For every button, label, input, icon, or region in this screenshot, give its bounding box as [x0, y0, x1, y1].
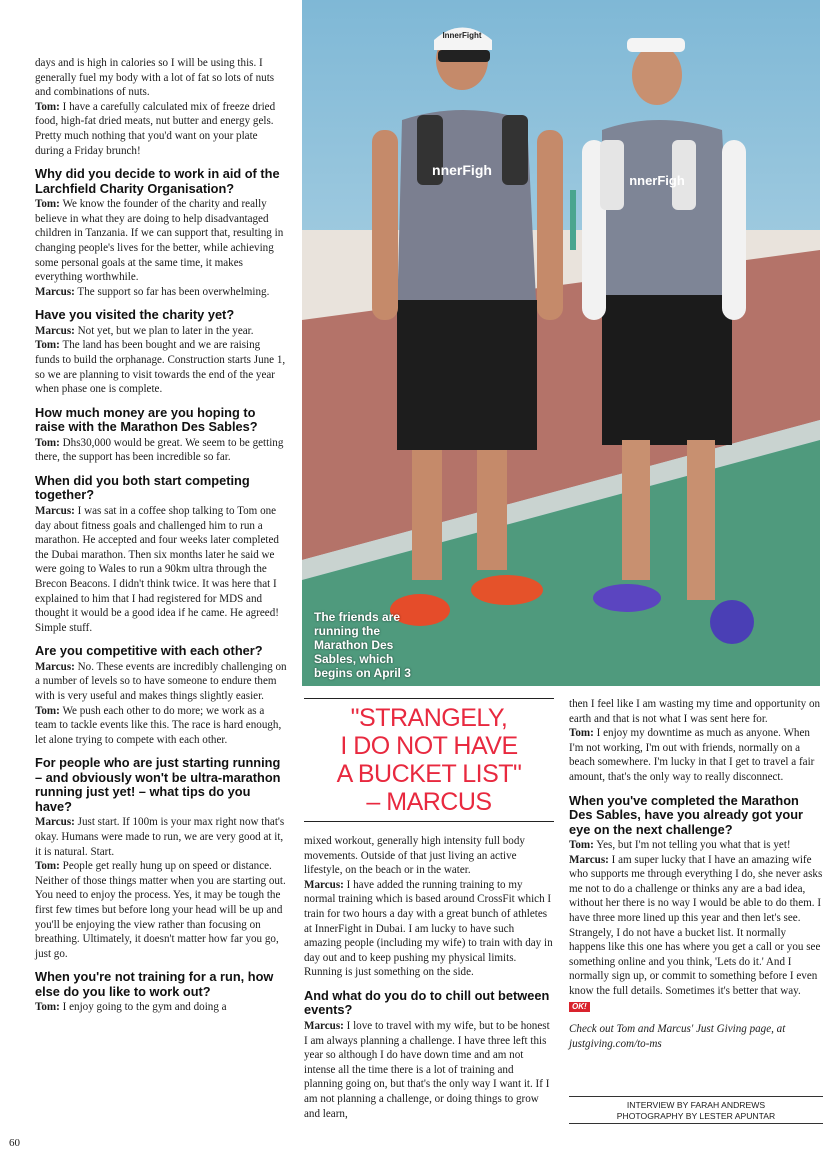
speaker-label: Marcus:: [304, 1019, 344, 1032]
article-column-2: [304, 834, 554, 1130]
question-heading: Why did you decide to work in aid of the Larchfield Charity Organisation?: [35, 166, 280, 196]
speaker-label: Marcus:: [35, 660, 75, 673]
speaker-label: Tom:: [35, 100, 60, 113]
question-heading: Are you competitive with each other?: [35, 643, 263, 659]
speaker-label: Marcus:: [35, 324, 75, 337]
shirt-logo-left: nnerFigh: [432, 162, 492, 178]
answer-text: We know the founder of the charity and really believe in what they are doing to help disadvantaged children in Tanzania. If we can support that, resulting in changing people's lives for the better, while achieving some personal goals at the same time, it makes everything worthwhile.: [35, 198, 284, 284]
answer-paragraph: [569, 697, 823, 785]
speaker-label: Tom:: [569, 727, 594, 740]
photo-caption: The friends are running the Marathon Des Sables, which begins on April 3: [314, 610, 411, 680]
answer-text: I am super lucky that I have an amazing wife who supports me through everything I do, she never asks me not to do a challenge or thinks any are a bad idea, without her there is no way I would be able to do them. I have three more lined up this year and then let's see. Strangely, I do not have a bucket list. It normally happens like this one has where you get a call or you see something online and you think, 'Lets do it.' And I normally sign up, or commit to something before I even know the full details. Sometimes it's better that way.: [569, 853, 823, 997]
answer-text: I love to travel with my wife, but to be honest I am always planning a challenge. I have three left this year so although I do have down time and am not intense all the time there is a lot of training and planning going on, but that's the only way I want it. If I am not planning a challenge, or doing things to grow and learn,: [304, 1019, 550, 1120]
speaker-label: Marcus:: [569, 853, 609, 866]
article-column-1: [35, 56, 287, 1024]
answer-text: We push each other to do more; we work as a team to tackle events like this. The race is hard enough, let alone trying to compete with each other.: [35, 704, 282, 746]
answer-paragraph: [35, 504, 287, 635]
photo-illustration: [302, 0, 820, 686]
answer-text: Not yet, but we plan to later in the year.: [74, 324, 254, 337]
answer-text: I have added the running training to my normal training which is based around CrossFit which I train for two hours a day with a great bunch of athletes at InnerFight in Dubai. I am lucky to have such amazing people (including my wife) to train with day in day out and to keep pushing my physical limits. Running is just something on the side.: [304, 878, 553, 979]
question-heading: When did you both start competing together?: [35, 472, 250, 503]
credits: [569, 1096, 823, 1124]
speaker-label: Marcus:: [35, 816, 75, 829]
answer-text: Dhs30,000 would be great. We seem to be getting there, the support has been incredible so far.: [35, 436, 284, 464]
speaker-label: Tom:: [569, 839, 594, 852]
runners-photo: [302, 0, 820, 686]
pull-quote-line-2: I DO NOT HAVE: [340, 732, 518, 760]
speaker-label: Tom:: [35, 1001, 60, 1014]
question-heading: When you're not training for a run, how else do you like to work out?: [35, 969, 274, 999]
speaker-label: Tom:: [35, 860, 60, 873]
pull-quote-line-1: "STRANGELY,: [350, 704, 508, 732]
interview-credit: INTERVIEW BY FARAH ANDREWS: [626, 1100, 766, 1110]
pull-quote-line-4: – MARCUS: [366, 788, 492, 816]
cap-logo: InnerFight: [442, 31, 482, 40]
question-heading: Have you visited the charity yet?: [35, 307, 235, 323]
speaker-label: Marcus:: [304, 878, 344, 891]
answer-text: days and is high in calories so I will be using this. I generally fuel my body with a lot of fat so lots of nuts and combinations of nuts.: [35, 57, 275, 99]
answer-text: The land has been bought and we are raising funds to build the orphanage. Construction starts June 1, so we are planning to visit towards the end of the year when phase one is complete.: [35, 339, 286, 396]
answer-paragraph: [35, 436, 287, 465]
answer-text: Just start. If 100m is your max right now that's okay. Humans were made to run, we are very good at it, it is natural. Start.: [35, 816, 285, 858]
question-heading: And what do you do to chill out between events?: [304, 987, 550, 1018]
pull-quote-line-3: A BUCKET LIST": [336, 760, 522, 788]
justgiving-note: Check out Tom and Marcus' Just Giving page, at justgiving.com/to-ms: [569, 1023, 786, 1050]
answer-paragraph: [35, 324, 287, 397]
answer-text: mixed workout, generally high intensity full body movements. Outside of that just living an active lifestyle, on the beach or in the water.: [304, 835, 525, 877]
speaker-label: Tom:: [35, 436, 60, 449]
speaker-label: Marcus:: [35, 504, 75, 517]
question-heading: When you've completed the Marathon Des Sables, have you already got your eye on the next challenge?: [569, 792, 803, 837]
answer-paragraph: [35, 660, 287, 748]
speaker-label: Marcus:: [35, 285, 75, 298]
answer-text: People get really hung up on speed or distance. Neither of those things matter when you are starting out. You need to enjoy the process. Yes, it may be tough the first few times but before long your head will be up and you'll be enjoying the view rather than focusing on breathing. Ultimately, it doesn't matter how far you go, just go.: [35, 860, 286, 960]
pull-quote: [304, 698, 554, 822]
ok-magazine-logo: OK!: [569, 1002, 590, 1012]
answer-paragraph: [35, 56, 287, 158]
answer-paragraph: [304, 834, 554, 980]
answer-paragraph: [35, 815, 287, 961]
article-column-3: [569, 697, 823, 1060]
speaker-label: Tom:: [35, 704, 60, 717]
answer-text: No. These events are incredibly challenging on a number of levels so to have someone to endure them with is very useful and makes things slightly easier.: [35, 660, 287, 702]
answer-paragraph: [35, 197, 287, 299]
answer-paragraph: [304, 1019, 554, 1121]
answer-text: Yes, but I'm not telling you what that is yet!: [593, 839, 791, 852]
speaker-label: Tom:: [35, 198, 60, 211]
answer-text: The support so far has been overwhelming.: [74, 285, 270, 298]
photography-credit: PHOTOGRAPHY BY LESTER APUNTAR: [616, 1110, 776, 1121]
answer-paragraph: [35, 1000, 287, 1015]
answer-text: I enjoy going to the gym and doing a: [59, 1001, 227, 1014]
answer-text: I have a carefully calculated mix of freeze dried food, high-fat dried meats, nut butter and energy gels. Pretty much nothing that you'd want on your plate during a Friday brunch!: [35, 100, 276, 157]
answer-paragraph: [569, 838, 823, 1013]
page-number: 60: [9, 1137, 20, 1149]
answer-text: I was sat in a coffee shop talking to Tom one day about fitness goals and challenged him to run a marathon. He accepted and four weeks later completed the Dubai marathon. Then six months later he said we were going to Wales to run a 90km ultra through the Brecon Beacons. I didn't think twice. It was here that I explained to him that I had registered for MDS and thought it would be a good idea if he came. He agreed! Simple stuff.: [35, 504, 279, 634]
speaker-label: Tom:: [35, 339, 60, 352]
question-heading: For people who are just starting running – and obviously won't be ultra-marathon running just yet! – what tips do you have?: [35, 755, 281, 814]
answer-text: then I feel like I am wasting my time and opportunity on earth and that is not what I was sent here for.: [569, 698, 821, 725]
question-heading: How much money are you hoping to raise with the Marathon Des Sables?: [35, 404, 258, 435]
answer-text: I enjoy my downtime as much as anyone. When I'm not working, I'm out with friends, normally on a beach somewhere. I'm lucky in that I get to travel a fair amount, that's the only way to really disconnect.: [569, 727, 815, 783]
shirt-logo-right: nnerFigh: [629, 173, 685, 188]
